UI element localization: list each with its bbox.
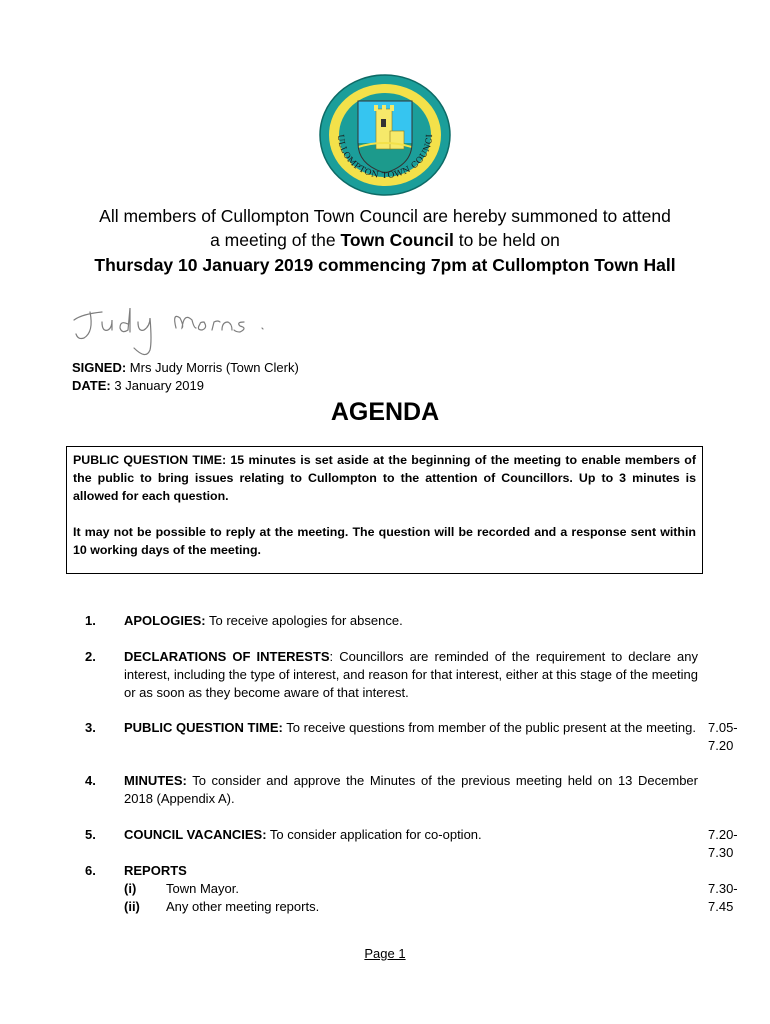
item-heading: APOLOGIES: xyxy=(124,613,206,628)
item-time xyxy=(708,719,748,755)
item-time xyxy=(708,826,748,862)
item-time xyxy=(708,880,748,916)
item-text xyxy=(124,772,698,808)
council-crest-logo xyxy=(318,73,452,197)
date-label: DATE: xyxy=(72,378,111,393)
item-number: 5. xyxy=(85,827,96,842)
item-time-end: 7.45 xyxy=(708,899,734,914)
item-number: 2. xyxy=(85,649,96,664)
sub-item-text: Any other meeting reports. xyxy=(166,899,320,914)
item-body: To consider and approve the Minutes of the previous meeting held on 13 December 2018 (Appendix A). xyxy=(124,773,698,806)
summons-line-2-pre: a meeting of the xyxy=(210,230,341,250)
item-time-end: 7.20 xyxy=(708,738,734,753)
item-text xyxy=(124,826,698,844)
item-time-start: 7.05- xyxy=(708,720,738,735)
item-body: To consider application for co-option. xyxy=(266,827,482,842)
item-heading: MINUTES: xyxy=(124,773,187,788)
summons-line-2 xyxy=(40,229,730,252)
item-number: 4. xyxy=(85,773,96,788)
svg-text:CULLOMPTON TOWN COUNCIL: ULLOMPTON TOWN COUNCI xyxy=(334,133,436,182)
item-heading: PUBLIC QUESTION TIME: xyxy=(124,720,283,735)
item-body: To receive questions from member of the public present at the meeting. xyxy=(282,720,696,735)
item-body: To receive apologies for absence. xyxy=(205,613,403,628)
item-body: : Councillors are reminded of the requirement to declare any interest, including the type of interest, and reason for that interest, either at this stage of the meeting or as soon as they become aware of that interest. xyxy=(124,649,698,700)
summons-line-1: All members of Cullompton Town Council are hereby summoned to attend xyxy=(99,206,671,226)
sub-item-tag: (i) xyxy=(124,881,137,896)
item-text xyxy=(124,719,698,737)
item-number: 1. xyxy=(85,613,96,628)
signed-line xyxy=(72,359,299,376)
public-question-notice-para-1: PUBLIC QUESTION TIME: 15 minutes is set aside at the beginning of the meeting to enable members of the public to bring issues relating to Cullompton to the attention of Councillors. Up to 3 minutes is allowed for each question. xyxy=(73,453,696,503)
item-number: 6. xyxy=(85,863,96,878)
summons-line-2-post: to be held on xyxy=(453,230,560,250)
date-value: 3 January 2019 xyxy=(110,378,204,393)
date-line xyxy=(72,377,204,394)
item-heading: REPORTS xyxy=(124,863,187,878)
item-text xyxy=(124,612,698,630)
meeting-date-line: Thursday 10 January 2019 commencing 7pm at Cullompton Town Hall xyxy=(94,255,676,275)
signed-label: SIGNED: xyxy=(72,360,127,375)
item-heading: COUNCIL VACANCIES: xyxy=(124,827,267,842)
sub-item xyxy=(124,898,698,916)
signed-value: Mrs Judy Morris (Town Clerk) xyxy=(126,360,299,375)
public-question-notice-para-2: It may not be possible to reply at the meeting. The question will be recorded and a response sent within 10 working days of the meeting. xyxy=(73,525,696,557)
summons-body-name: Town Council xyxy=(340,230,454,250)
item-text xyxy=(124,648,698,702)
item-heading: DECLARATIONS OF INTERESTS xyxy=(124,649,330,664)
item-number: 3. xyxy=(85,720,96,735)
item-text xyxy=(124,862,698,916)
item-time-start: 7.20- xyxy=(708,827,738,842)
sub-item-tag: (ii) xyxy=(124,899,140,914)
item-time-start: 7.30- xyxy=(708,881,738,896)
item-time-end: 7.30 xyxy=(708,845,734,860)
page-number: Page 1 xyxy=(364,946,406,961)
sub-item-text: Town Mayor. xyxy=(166,881,239,896)
handwritten-signature xyxy=(72,298,282,360)
public-question-notice-box xyxy=(66,446,703,574)
agenda-title: AGENDA xyxy=(330,398,440,426)
sub-item xyxy=(124,880,698,898)
